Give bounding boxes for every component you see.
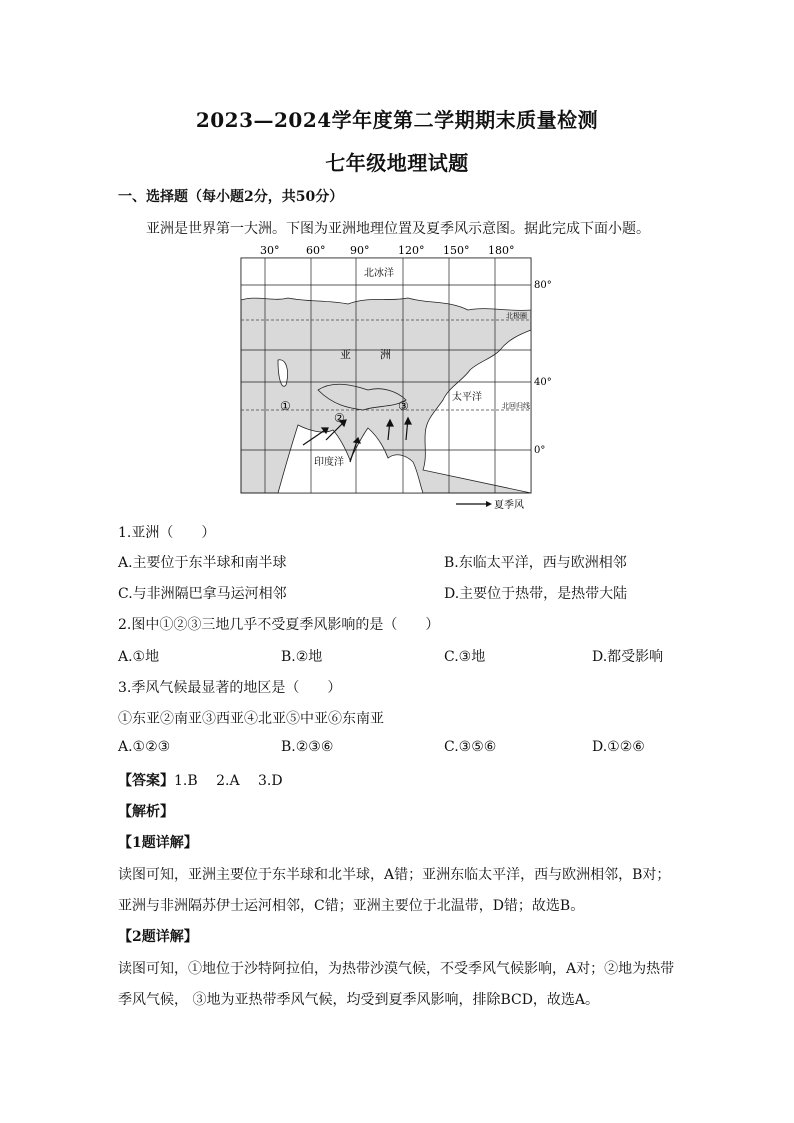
section-heading: 一、选择题（每小题2分，共50分） (118, 189, 344, 205)
question-1-option-a: A.主要位于东半球和南半球 (118, 555, 287, 571)
question-2-option-a: A.①地 (118, 649, 160, 665)
lon-label: 60° (306, 244, 326, 257)
question-2-option-d: D.都受影响 (592, 649, 664, 665)
detail-1-line-2: 亚洲与非洲隔苏伊士运河相邻，C错；亚洲主要位于北温带，D错；故选B。 (118, 898, 585, 914)
question-3-sub: ①东亚②南亚③西亚④北亚⑤中亚⑥东南亚 (118, 711, 384, 727)
lat-label: 80° (534, 280, 552, 291)
question-3-stem: 3.季风气候最显著的地区是（ ） (118, 680, 342, 696)
indian-ocean-label: 印度洋 (314, 457, 344, 468)
page-title: 2023—2024学年度第二学期期末质量检测 (195, 108, 599, 132)
question-3-option-d: D.①②⑥ (592, 739, 645, 755)
marker-3: ③ (398, 399, 409, 413)
asia-monsoon-map (238, 240, 558, 515)
lat-label: 0° (534, 445, 546, 456)
answer-line (118, 770, 283, 790)
detail-1-label: 【1题详解】 (118, 835, 198, 851)
detail-2-label: 【2题详解】 (118, 929, 198, 945)
detail-2-line-2: 季风气候， ③地为亚热带季风气候，均受到夏季风影响，排除BCD，故选A。 (118, 992, 600, 1008)
detail-1-line-1: 读图可知，亚洲主要位于东半球和北半球，A错；亚洲东临太平洋，西与欧洲相邻，B对； (118, 867, 671, 883)
lat-label: 40° (534, 377, 552, 388)
lon-label: 150° (443, 244, 470, 257)
question-1-option-b: B.东临太平洋，西与欧洲相邻 (444, 555, 627, 571)
question-3-option-a: A.①②③ (118, 739, 171, 755)
question-1-option-c: C.与非洲隔巴拿马运河相邻 (118, 586, 287, 602)
analysis-label: 【解析】 (118, 804, 174, 820)
legend-arrowhead (486, 501, 492, 507)
asia-label-1: 亚 (340, 348, 351, 361)
question-2-option-c: C.③地 (444, 649, 486, 665)
question-3-option-c: C.③⑤⑥ (444, 739, 497, 755)
answer-text: 1.B 2.A 3.D (174, 773, 283, 789)
legend-label: 夏季风 (494, 500, 524, 511)
lon-label: 180° (488, 244, 515, 257)
pacific-label: 太平洋 (452, 392, 482, 403)
lon-label: 90° (350, 244, 370, 257)
arctic-ocean-label: 北冰洋 (364, 268, 394, 279)
intro-paragraph: 亚洲是世界第一大洲。下图为亚洲地理位置及夏季风示意图。据此完成下面小题。 (146, 221, 650, 237)
marker-2: ② (334, 411, 345, 425)
lon-label: 30° (260, 244, 280, 257)
answer-label: 【答案】 (118, 773, 174, 789)
asia-label-2: 洲 (380, 348, 391, 361)
question-2-option-b: B.②地 (281, 649, 323, 665)
lon-label: 120° (398, 244, 425, 257)
question-1-stem: 1.亚洲（ ） (118, 525, 216, 541)
marker-1: ① (280, 399, 291, 413)
detail-2-line-1: 读图可知，①地位于沙特阿拉伯，为热带沙漠气候，不受季风气候影响，A对；②地为热带 (118, 961, 675, 977)
page-subtitle: 七年级地理试题 (325, 151, 469, 175)
tropic-label: 北回归线 (502, 402, 530, 410)
question-1-option-d: D.主要位于热带，是热带大陆 (444, 586, 628, 602)
arctic-circle-label: 北极圈 (506, 312, 527, 320)
question-2-stem: 2.图中①②③三地几乎不受夏季风影响的是（ ） (118, 617, 440, 633)
question-3-option-b: B.②③⑥ (281, 739, 334, 755)
